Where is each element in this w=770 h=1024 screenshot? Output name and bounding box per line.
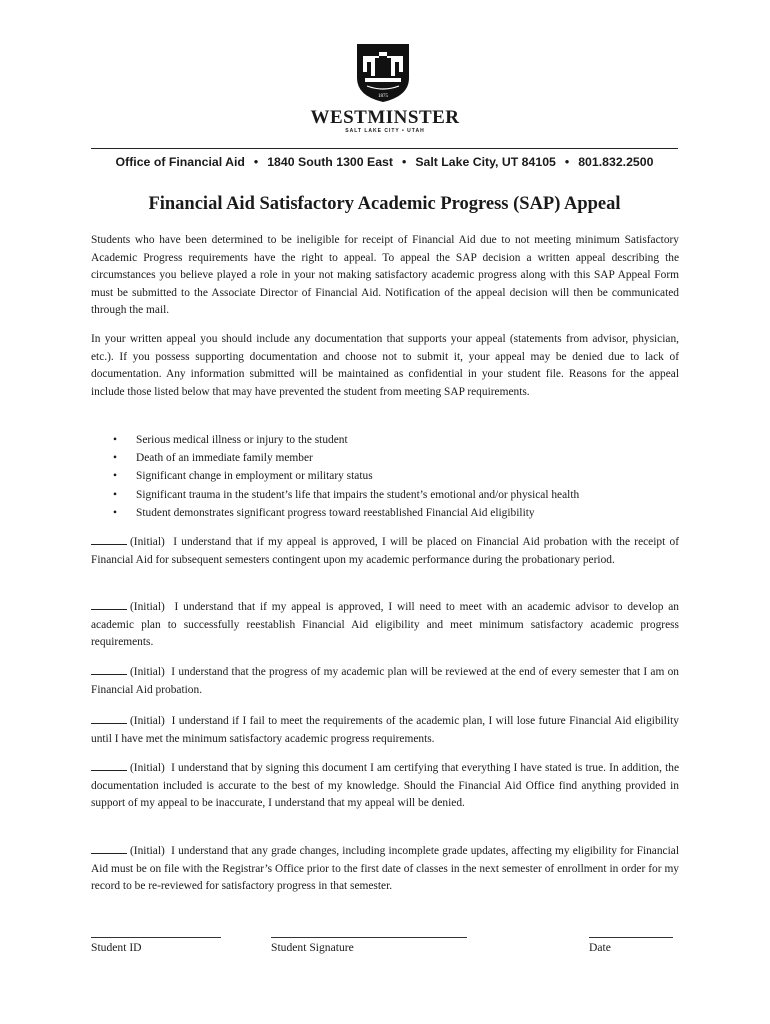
- westminster-logo: [340, 42, 426, 104]
- seal-year: 1875: [378, 94, 388, 99]
- documentation-paragraph: In your written appeal you should include any documentation that supports your appeal (statements from advisor, physician, etc.). If you possess supporting documentation and choose not to submit it, your appeal may be denied due to lack of documentation. Any information submitted will be maintained as confidential in your student file. Reasons for the appeal include those listed below that may have prevented the student from meeting SAP requirements.: [91, 333, 679, 398]
- header-divider: [91, 148, 678, 149]
- office-address: 1840 South 1300 East: [267, 155, 393, 169]
- student-id-field[interactable]: [91, 937, 221, 938]
- date-field[interactable]: [589, 937, 673, 938]
- acknowledgement-grade-changes: [91, 843, 679, 896]
- office-name: Office of Financial Aid: [115, 155, 245, 169]
- initial-blank-field[interactable]: [91, 599, 127, 610]
- acknowledgement-text: I understand that if my appeal is approved, I will be placed on Financial Aid probation with the receipt of Financial Aid for subsequent semesters contingent upon my academic performance during the probationary period.: [91, 536, 679, 566]
- bullet-icon: •: [113, 506, 117, 519]
- list-item-text: Significant change in employment or military status: [136, 470, 373, 483]
- acknowledgement-probation: [91, 534, 679, 569]
- acknowledgement-text: I understand that if my appeal is approved, I will need to meet with an academic advisor to develop an academic plan to successfully reestablish Financial Aid eligibility and meet minimum satisfactory academic progress requirements.: [91, 601, 680, 649]
- bullet-icon: •: [113, 434, 117, 446]
- initial-blank-field[interactable]: [91, 760, 127, 771]
- bullet-icon: •: [113, 470, 117, 483]
- initial-label: (Initial): [130, 762, 165, 774]
- initial-label: (Initial): [130, 845, 165, 857]
- list-item: [110, 431, 579, 449]
- acknowledgement-text: I understand that the progress of my academic plan will be reviewed at the end of every semester that I am on Financial Aid probation.: [91, 666, 679, 696]
- student-signature-field[interactable]: [271, 937, 467, 938]
- acknowledgement-advisor: [91, 599, 679, 652]
- list-item-text: Significant trauma in the student’s life that impairs the student’s emotional and/or physical health: [136, 488, 580, 501]
- initial-blank-field[interactable]: [91, 713, 127, 724]
- page-title: Financial Aid Satisfactory Academic Progress (SAP) Appeal: [148, 194, 621, 214]
- separator-dot: •: [402, 155, 407, 169]
- brand-name: WESTMINSTER: [310, 107, 460, 128]
- acknowledgement-text: I understand that by signing this document I am certifying that everything I have stated is true. In addition, the documentation included is accurate to the best of my knowledge. Should the Financial Aid Office find anything provided in support of my appeal to be inaccurate, I understand that my appeal will be denied.: [91, 762, 679, 810]
- acknowledgement-text: I understand that any grade changes, including incomplete grade updates, affecting my eligibility for Financial Aid must be on file with the Registrar’s Office prior to the first date of classes in the next semester of enrollment in order for my record to be re-reviewed for satisfactory progress in that semester.: [91, 845, 679, 893]
- office-phone: 801.832.2500: [578, 155, 654, 169]
- acknowledgement-eligibility: [91, 713, 679, 748]
- initial-blank-field[interactable]: [91, 534, 127, 545]
- office-contact-line: [91, 155, 678, 169]
- initial-label: (Initial): [130, 601, 165, 613]
- student-signature-label: Student Signature: [271, 941, 354, 954]
- initial-label: (Initial): [130, 715, 165, 727]
- brand-location: SALT LAKE CITY • UTAH: [345, 128, 425, 134]
- appeal-reasons-list: [110, 431, 579, 522]
- separator-dot: •: [253, 155, 259, 169]
- date-label: Date: [589, 941, 611, 954]
- bullet-icon: •: [113, 488, 117, 501]
- list-item-text: Serious medical illness or injury to the student: [136, 434, 348, 446]
- intro-paragraph: Students who have been determined to be ineligible for receipt of Financial Aid due to not meeting minimum Satisfactory Academic Progress requirements have the right to appeal. To appeal the SAP decision a written appeal describing the circumstances you believe played a role in your not making satisfactory academic progress along with this SAP Appeal Form must be submitted to the Associate Director of Financial Aid. Notification of the appeal decision will then be communicated through the mail.: [91, 234, 679, 317]
- initial-blank-field[interactable]: [91, 843, 127, 854]
- acknowledgement-text: I understand if I fail to meet the requirements of the academic plan, I will lose future Financial Aid eligibility until I have met the minimum satisfactory academic progress requirements.: [91, 715, 679, 745]
- shield-crest-icon: [353, 42, 413, 104]
- student-id-label: Student ID: [91, 941, 142, 954]
- list-item: [110, 467, 579, 485]
- list-item: [110, 504, 579, 522]
- initial-label: (Initial): [130, 666, 165, 678]
- bullet-icon: •: [113, 452, 117, 465]
- initial-label: (Initial): [130, 536, 165, 548]
- separator-dot: •: [564, 155, 570, 169]
- list-item-text: Death of an immediate family member: [136, 452, 313, 465]
- list-item: [110, 486, 579, 504]
- list-item: [110, 449, 579, 467]
- initial-blank-field[interactable]: [91, 664, 127, 675]
- acknowledgement-certification: [91, 760, 679, 813]
- acknowledgement-review: [91, 664, 679, 699]
- list-item-text: Student demonstrates significant progress toward reestablished Financial Aid eligibility: [136, 506, 535, 519]
- office-city: Salt Lake City, UT 84105: [415, 155, 556, 169]
